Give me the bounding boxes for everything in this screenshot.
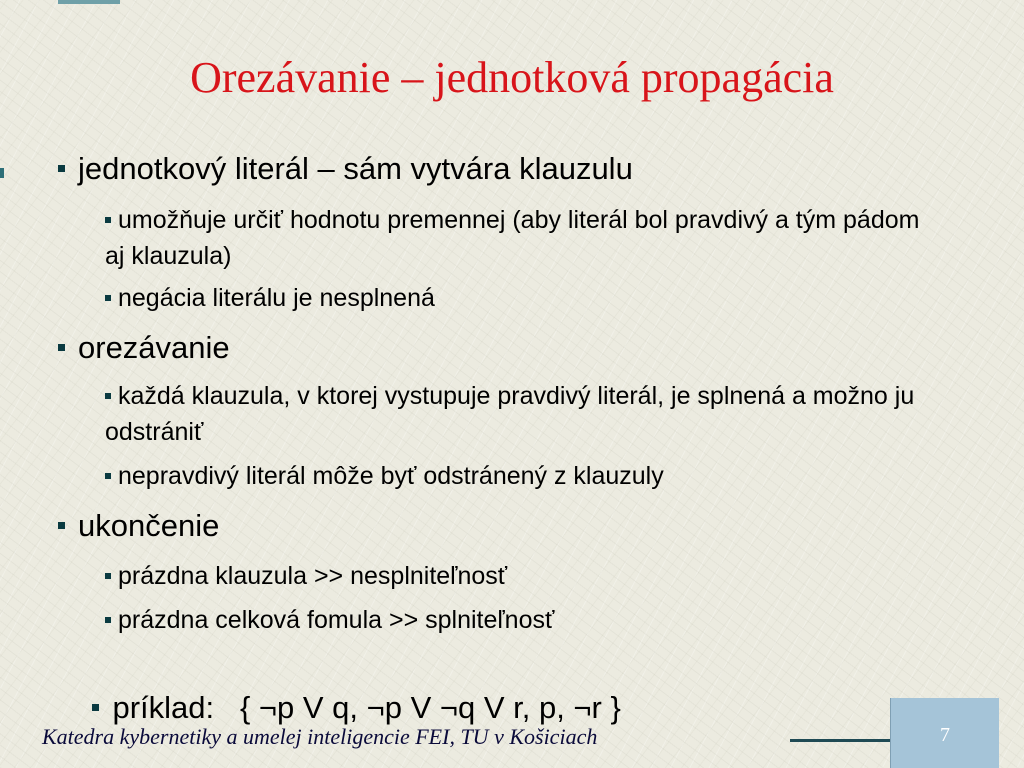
bullet-item-unit-literal (58, 151, 633, 187)
bullet-text: orezávanie (78, 330, 230, 365)
sub-bullet-item (105, 602, 935, 638)
bullet-item-pruning (58, 330, 230, 366)
square-bullet-icon (105, 573, 111, 579)
sub-bullet-item (105, 378, 935, 450)
square-bullet-icon (105, 295, 111, 301)
sub-bullet-item (105, 202, 935, 274)
square-bullet-icon (58, 165, 65, 172)
square-bullet-icon (92, 704, 99, 711)
sub-bullet-item (105, 280, 935, 316)
bullet-text: ukončenie (78, 508, 220, 543)
sub-bullet-text: negácia literálu je nesplnená (118, 284, 435, 312)
sub-bullet-text: každá klauzula, v ktorej vystupuje pravdivý literál, je splnená a možno ju odstrániť (105, 382, 915, 446)
sub-bullet-text: umožňuje určiť hodnotu premennej (aby literál bol pravdivý a tým pádom aj klauzula) (105, 206, 920, 270)
slide-title: Orezávanie – jednotková propagácia (190, 53, 834, 102)
page-number-box (890, 698, 999, 768)
square-bullet-icon (105, 473, 111, 479)
sub-bullet-text: prázdna klauzula >> nesplniteľnosť (118, 562, 508, 590)
footer-divider (790, 739, 890, 742)
square-bullet-icon (105, 393, 111, 399)
bullet-item-termination (58, 508, 219, 544)
square-bullet-icon (58, 522, 65, 529)
sub-bullet-item (105, 558, 935, 594)
square-bullet-icon (58, 344, 65, 351)
bullet-text: jednotkový literál – sám vytvára klauzulu (78, 151, 633, 186)
footer-department: Katedra kybernetiky a umelej inteligencie FEI, TU v Košiciach (42, 724, 598, 749)
square-bullet-icon (105, 617, 111, 623)
bullet-text: príklad: { ¬p V q, ¬p V ¬q V r, p, ¬r } (112, 690, 621, 725)
sub-bullet-item (105, 458, 935, 494)
square-bullet-icon (105, 217, 111, 223)
page-number: 7 (940, 724, 950, 746)
sub-bullet-text: nepravdivý literál môže byť odstránený z klauzuly (118, 462, 664, 490)
sub-bullet-text: prázdna celková fomula >> splniteľnosť (118, 606, 555, 634)
